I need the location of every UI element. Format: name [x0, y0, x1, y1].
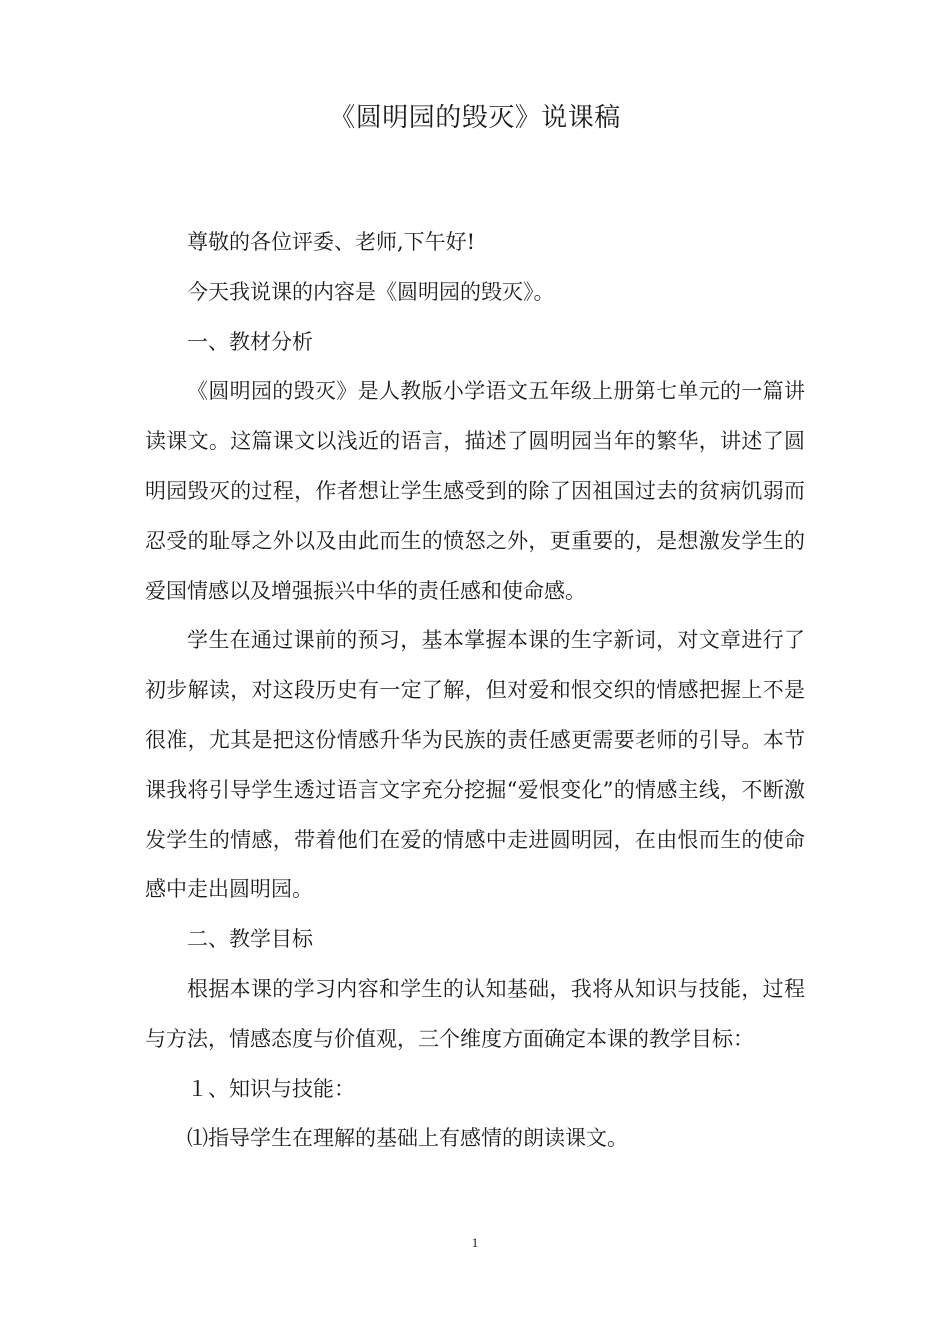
textbook-analysis-paragraph: 《圆明园的毁灭》是人教版小学语文五年级上册第七单元的一篇讲读课文。这篇课文以浅近的语言，描述了圆明园当年的繁华，讲述了圆明园毁灭的过程，作者想让学生感受到的除了因祖国过去的贫病饥弱而忍受的耻辱之外以及由此而生的愤怒之外，更重要的，是想激发学生的爱国情感以及增强振兴中华的责任感和使命感。 — [145, 379, 805, 603]
document-body — [145, 218, 805, 1164]
greeting-paragraph: 尊敬的各位评委、老师,下午好! — [187, 230, 476, 254]
intro-paragraph: 今天我说课的内容是《圆明园的毁灭》。 — [187, 279, 555, 304]
document-title: 《圆明园的毁灭》说课稿 — [329, 103, 621, 133]
goal-item-1: ⑴指导学生在理解的基础上有感情的朗读课文。 — [187, 1126, 628, 1151]
subheading-knowledge-skills: １、知识与技能： — [187, 1076, 355, 1101]
section-heading-textbook-analysis: 一、教材分析 — [187, 329, 313, 354]
section-heading-teaching-goals: 二、教学目标 — [187, 927, 313, 952]
teaching-goals-paragraph: 根据本课的学习内容和学生的认知基础，我将从知识与技能，过程与方法，情感态度与价值观，三个维度方面确定本课的教学目标： — [145, 976, 805, 1051]
page-number: 1 — [471, 1235, 479, 1250]
student-analysis-paragraph: 学生在通过课前的预习，基本掌握本课的生字新词，对文章进行了初步解读，对这段历史有一定了解，但对爱和恨交织的情感把握上不是很准，尤其是把这份情感升华为民族的责任感更需要老师的引导。本节课我将引导学生透过语言文字充分挖掘“爱恨变化”的情感主线，不断激发学生的情感，带着他们在爱的情感中走进圆明园，在由恨而生的使命感中走出圆明园。 — [145, 628, 805, 902]
